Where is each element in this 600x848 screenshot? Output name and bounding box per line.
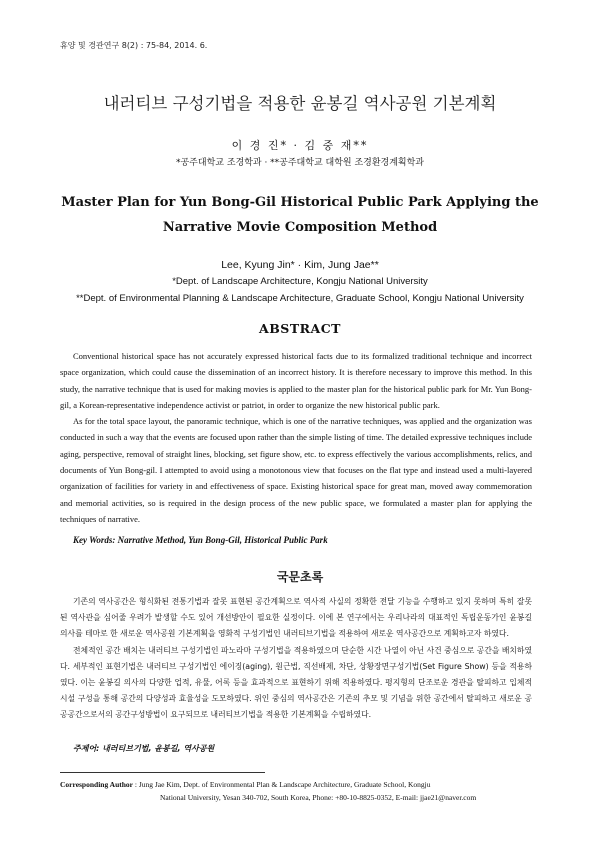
corresponding-line-2: National University, Yesan 340-702, South Korea, Phone: +80-10-8825-0352, E-mail: jjae21@naver.com bbox=[160, 793, 477, 802]
english-title-line-1: Master Plan for Yun Bong-Gil Historical Public Park Applying the bbox=[61, 195, 539, 210]
abstract-heading: ABSTRACT bbox=[259, 321, 341, 336]
english-authors: Lee, Kyung Jin* · Kim, Jung Jae** bbox=[221, 259, 379, 271]
english-title bbox=[40, 190, 560, 240]
korean-title: 내러티브 구성기법을 적용한 윤봉길 역사공원 기본계획 bbox=[103, 94, 497, 113]
korean-abstract-body bbox=[60, 594, 532, 724]
korean-authors: 이 경 진* · 김 중 재** bbox=[231, 139, 369, 152]
footnote-divider bbox=[60, 772, 265, 773]
korean-keywords: 주제어: 내러티브기법, 윤봉길, 역사공원 bbox=[73, 744, 215, 753]
corresponding-author-note bbox=[60, 778, 540, 804]
english-keywords: Key Words: Narrative Method, Yun Bong-Gil, Historical Public Park bbox=[73, 535, 328, 545]
abstract-paragraph-1: Conventional historical space has not accurately expressed historical facts due to its formalized traditional technique and incorrect space organization, which could cause the dissemination of an incorrect history. It is therefore necessary to improve this method. In this study, the narrative technique that is used for making movies is applied to the master plan for the historical public park for Mr. Yun Bong-gil, a Korean-representative independence activist or patriot, in order to organize the new historical public park. bbox=[60, 351, 532, 410]
korean-affiliation: *공주대학교 조경학과 · **공주대학교 대학원 조경환경계획학과 bbox=[175, 158, 425, 168]
english-affiliation-2: **Dept. of Environmental Planning & Landscape Architecture, Graduate School, Kongju National University bbox=[76, 293, 524, 304]
journal-header: 휴양 및 경관연구 8(2) : 75-84, 2014. 6. bbox=[60, 41, 208, 50]
corresponding-label: Corresponding Author bbox=[60, 780, 134, 789]
english-affiliation-1: *Dept. of Landscape Architecture, Kongju National University bbox=[172, 276, 428, 287]
korean-abstract-paragraph-1: 기존의 역사공간은 형식화된 전통기법과 잘못 표현된 공간계획으로 역사적 사실의 정확한 전달 기능을 수행하고 있지 못하며 특히 잘못된 역사관을 심어줄 우려가 발생할 수도 있어 개선방안이 필요한 실정이다. 이에 본 연구에서는 우리나라의 대표적인 독립운동가인 윤봉길 의사를 테마로 한 새로운 역사공원 기본계획을 영화적 구성기법인 내러티브기법을 적용하여 새로운 역사공간으로 계획하고자 하였다. bbox=[60, 597, 532, 639]
english-title-line-2: Narrative Movie Composition Method bbox=[162, 220, 438, 235]
abstract-paragraph-2: As for the total space layout, the panoramic technique, which is one of the narrative techniques, was applied and the organization was conducted in such a way that the events are focused upon rather than the simple listing of time. The detailed expressive techniques include aging, perspective, removal of straight lines, blocking, set figure show, etc. to express effectively the various accomplishments, relics, and documents of Yun Bong-gil. I attempted to avoid using a monotonous view that focuses on the flat type and instead used a multi-layered organization of facilities for variety in and effectiveness of space. Existing historical space for great man, moved away commemoration and memorial activities, so is required in the design process of the new public space, we formulated a master plan for applying the techniques of narrative. bbox=[60, 416, 532, 524]
korean-abstract-paragraph-2: 전체적인 공간 배치는 내러티브 구성기법인 파노라마 구성기법을 적용하였으며 단순한 시간 나열이 아닌 사건 중심으로 공간을 배치하였다. 세부적인 표현기법은 내러티브 구성기법인 에이징(aging), 원근법, 직선배제, 차단, 상황장면구성기법(Set Figure Show) 등을 적용하였다. 이는 윤봉길 의사의 다양한 업적, 유물, 어록 등을 효과적으로 표현하기 위해 적용하였다. 평지형의 단조로운 경관을 탈피하고 입체적 시설 구성을 통해 공간의 다양성과 효율성을 도모하였다. 위인 중심의 역사공간은 기존의 추모 및 기념을 위한 공간에서 탈피하고 새로운 공공공간으로서의 공간구성방법이 요구되므로 내러티브기법을 적용한 기본계획을 수립하였다. bbox=[60, 645, 532, 720]
corresponding-line-1: : Jung Jae Kim, Dept. of Environmental Plan & Landscape Architecture, Graduate School, Kongju bbox=[134, 780, 431, 789]
korean-abstract-heading: 국문초록 bbox=[276, 570, 324, 584]
abstract-body bbox=[60, 348, 532, 527]
